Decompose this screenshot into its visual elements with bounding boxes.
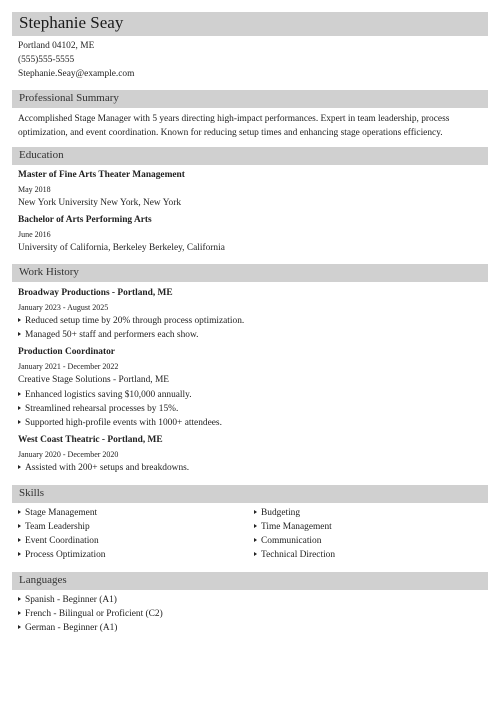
skill-item: Time Management xyxy=(254,522,332,532)
languages-section-header xyxy=(12,572,488,590)
bullet-arrow-icon xyxy=(18,406,21,410)
education-date: May 2018 xyxy=(18,185,51,194)
language-item: French - Bilingual or Proficient (C2) xyxy=(18,609,163,619)
bullet-arrow-icon xyxy=(18,552,21,556)
education-school: University of California, Berkeley Berkeley, California xyxy=(18,243,225,253)
job-bullet: Enhanced logistics saving $10,000 annually. xyxy=(18,390,192,400)
job-dates: January 2020 - December 2020 xyxy=(18,450,119,459)
bullet-arrow-icon xyxy=(18,538,21,542)
job-bullet: Supported high-profile events with 1000+ attendees. xyxy=(18,418,222,428)
bullet-arrow-icon xyxy=(18,392,21,396)
job-dates: January 2021 - December 2022 xyxy=(18,362,119,371)
candidate-name: Stephanie Seay xyxy=(19,13,124,32)
skills-section-title: Skills xyxy=(19,487,45,499)
skill-item: Process Optimization xyxy=(18,550,105,560)
education-section-title: Education xyxy=(19,149,64,161)
education-degree: Bachelor of Arts Performing Arts xyxy=(18,215,152,225)
summary-section-title: Professional Summary xyxy=(19,92,119,104)
skill-item: Technical Direction xyxy=(254,550,335,560)
job-company: Creative Stage Solutions - Portland, ME xyxy=(18,375,170,385)
languages-section-title: Languages xyxy=(19,574,67,586)
work-section-header xyxy=(12,264,488,282)
skills-section-header xyxy=(12,485,488,503)
bullet-arrow-icon xyxy=(18,597,21,601)
job-bullet: Assisted with 200+ setups and breakdowns. xyxy=(18,463,189,473)
job-title: West Coast Theatric - Portland, ME xyxy=(18,435,163,445)
name-header-bar xyxy=(12,12,488,36)
skill-item: Event Coordination xyxy=(18,536,99,546)
education-section-header xyxy=(12,147,488,165)
bullet-arrow-icon xyxy=(18,625,21,629)
work-section-title: Work History xyxy=(19,266,79,278)
summary-section-header xyxy=(12,90,488,108)
summary-text: Accomplished Stage Manager with 5 years directing high-impact performances. Expert in team leadership, process optimization, and event coordination. Known for reducing setup times and enhancing stage operations efficiency. xyxy=(18,114,450,138)
job-bullet: Streamlined rehearsal processes by 15%. xyxy=(18,404,178,414)
skill-item: Team Leadership xyxy=(18,522,90,532)
skill-item: Communication xyxy=(254,536,321,546)
job-title: Production Coordinator xyxy=(18,347,115,357)
address-line: Portland 04102, ME xyxy=(18,41,95,51)
bullet-arrow-icon xyxy=(18,332,21,336)
skill-item: Budgeting xyxy=(254,508,300,518)
job-dates: January 2023 - August 2025 xyxy=(18,303,109,312)
bullet-arrow-icon xyxy=(254,510,257,514)
phone-line: (555)555-5555 xyxy=(18,55,75,65)
skill-item: Stage Management xyxy=(18,508,97,518)
education-date: June 2016 xyxy=(18,230,51,239)
job-bullet: Reduced setup time by 20% through process optimization. xyxy=(18,316,244,326)
bullet-arrow-icon xyxy=(254,552,257,556)
language-item: German - Beginner (A1) xyxy=(18,623,117,633)
bullet-arrow-icon xyxy=(254,524,257,528)
bullet-arrow-icon xyxy=(18,524,21,528)
education-degree: Master of Fine Arts Theater Management xyxy=(18,170,185,180)
bullet-arrow-icon xyxy=(254,538,257,542)
bullet-arrow-icon xyxy=(18,465,21,469)
education-school: New York University New York, New York xyxy=(18,198,182,208)
bullet-arrow-icon xyxy=(18,510,21,514)
email-line: Stephanie.Seay@example.com xyxy=(18,69,135,79)
bullet-arrow-icon xyxy=(18,318,21,322)
bullet-arrow-icon xyxy=(18,611,21,615)
bullet-arrow-icon xyxy=(18,420,21,424)
job-bullet: Managed 50+ staff and performers each show. xyxy=(18,330,198,340)
language-item: Spanish - Beginner (A1) xyxy=(18,595,117,605)
job-title: Broadway Productions - Portland, ME xyxy=(18,288,173,298)
